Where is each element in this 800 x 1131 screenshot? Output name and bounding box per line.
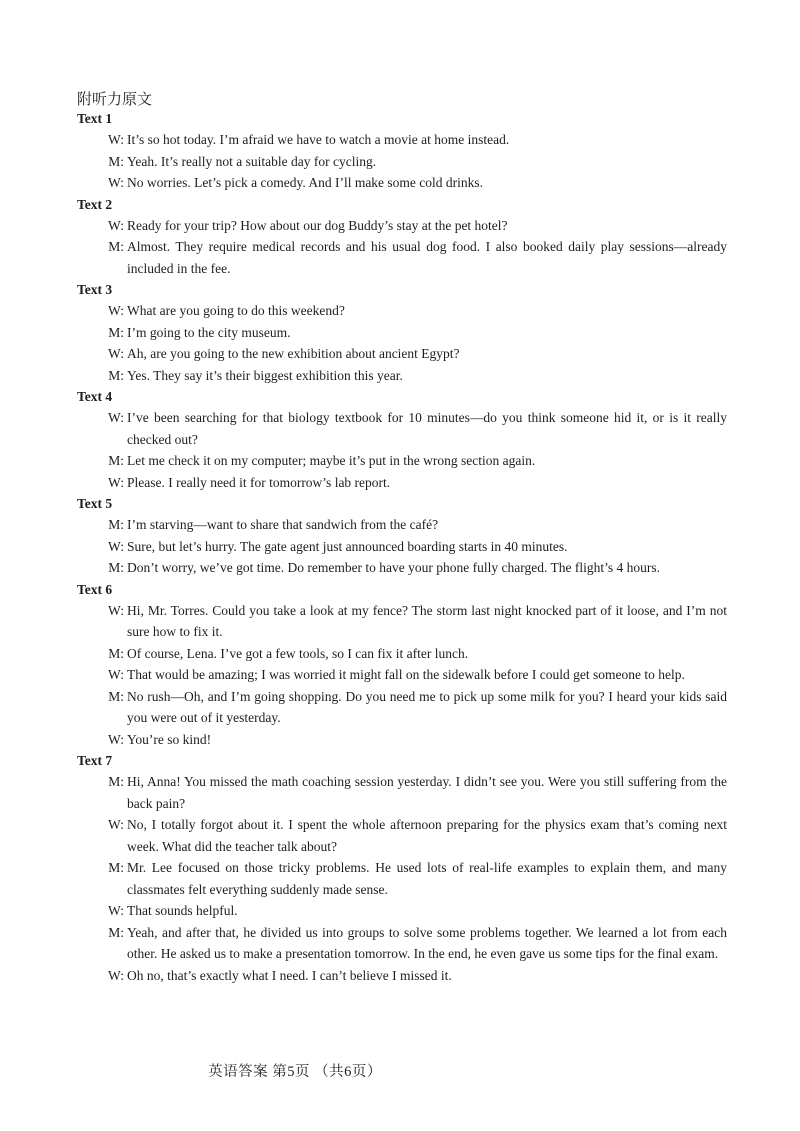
dialogue-line	[77, 151, 727, 173]
dialogue-line	[77, 514, 727, 536]
speaker-label: W:	[108, 903, 124, 918]
utterance-text: What are you going to do this weekend?	[127, 303, 345, 318]
speaker-label: W:	[108, 474, 124, 490]
speaker-label: W:	[108, 602, 124, 618]
utterance-text: I’m starving—want to share that sandwich from the café?	[127, 517, 439, 532]
section-title: Text 1	[77, 111, 113, 126]
utterance-text: Don’t worry, we’ve got time. Do remember to have your phone fully charged. The flight’s 4 hours.	[127, 560, 660, 575]
dialogue-line	[77, 172, 727, 194]
speaker-label: W:	[108, 346, 124, 361]
utterance-text: That would be amazing; I was worried it might fall on the sidewalk before I could get someone to help.	[127, 667, 685, 682]
dialogue-line	[77, 129, 727, 151]
text-section	[77, 108, 727, 194]
utterance-text: Ready for your trip? How about our dog Buddy’s stay at the pet hotel?	[127, 217, 508, 233]
utterance-text: Of course, Lena. I’ve got a few tools, so I can fix it after lunch.	[127, 645, 469, 661]
text-section	[77, 493, 727, 579]
dialogue-line	[77, 236, 727, 279]
dialogue-line	[77, 322, 727, 344]
utterance-text: Hi, Mr. Torres. Could you take a look at my fence? The storm last night knocked part of it loose, and I’m not sure how to fix it.	[127, 602, 727, 639]
utterance-text: Sure, but let’s hurry. The gate agent just announced boarding starts in 40 minutes.	[127, 538, 568, 554]
utterance-text: No worries. Let’s pick a comedy. And I’ll make some cold drinks.	[127, 175, 484, 190]
dialogue-line	[77, 450, 727, 472]
speaker-label: M:	[108, 774, 124, 789]
speaker-label: M:	[108, 517, 124, 532]
speaker-label: M:	[108, 239, 124, 254]
section-title: Text 4	[77, 389, 113, 404]
dialogue-line	[77, 922, 727, 965]
dialogue-line	[77, 300, 727, 322]
section-title: Text 6	[77, 581, 113, 597]
utterance-text: Mr. Lee focused on those tricky problems. He used lots of real-life examples to explain them, and many classmates felt everything suddenly made sense.	[127, 860, 727, 897]
utterance-text: It’s so hot today. I’m afraid we have to watch a movie at home instead.	[127, 132, 510, 147]
dialogue-line	[77, 472, 727, 494]
dialogue-line	[77, 686, 727, 729]
speaker-label: W:	[108, 967, 124, 983]
speaker-label: M:	[108, 645, 124, 661]
dialogue-line	[77, 407, 727, 450]
speaker-label: W:	[108, 132, 124, 147]
speaker-label: M:	[108, 453, 124, 468]
speaker-label: W:	[108, 817, 124, 832]
dialogue-line	[77, 600, 727, 643]
utterance-text: Almost. They require medical records and his usual dog food. I also booked daily play sessions—already included in the fee.	[127, 239, 727, 276]
utterance-text: That sounds helpful.	[127, 903, 238, 918]
utterance-text: I’ve been searching for that biology textbook for 10 minutes—do you think someone hid it, or is it really checked out?	[127, 410, 727, 447]
speaker-label: W:	[108, 667, 124, 682]
dialogue-line	[77, 729, 727, 751]
dialogue-line	[77, 365, 727, 387]
speaker-label: M:	[108, 560, 124, 575]
page-footer: 英语答案 第5页 （共6页）	[208, 1064, 382, 1080]
dialogue-line	[77, 814, 727, 857]
dialogue-line	[77, 664, 727, 686]
speaker-label: W:	[108, 731, 124, 747]
dialogue-line	[77, 900, 727, 922]
utterance-text: Yes. They say it’s their biggest exhibition this year.	[127, 367, 403, 383]
dialogue-line	[77, 215, 727, 237]
speaker-label: M:	[108, 324, 124, 340]
speaker-label: W:	[108, 217, 124, 233]
page-heading: 附听力原文	[77, 92, 153, 108]
utterance-text: Yeah. It’s really not a suitable day for cycling.	[127, 153, 377, 169]
speaker-label: M:	[108, 860, 124, 875]
dialogue-line	[77, 965, 727, 987]
dialogue-line	[77, 771, 727, 814]
section-title: Text 3	[77, 282, 113, 297]
transcript-body	[77, 108, 727, 986]
speaker-label: W:	[108, 538, 124, 554]
utterance-text: Ah, are you going to the new exhibition about ancient Egypt?	[127, 346, 460, 361]
utterance-text: No, I totally forgot about it. I spent the whole afternoon preparing for the physics exam that’s coming next week. What did the teacher talk about?	[127, 817, 727, 854]
dialogue-line	[77, 857, 727, 900]
dialogue-line	[77, 536, 727, 558]
section-title: Text 2	[77, 196, 113, 212]
dialogue-line	[77, 343, 727, 365]
utterance-text: Hi, Anna! You missed the math coaching session yesterday. I didn’t see you. Were you still suffering from the back pain?	[127, 774, 727, 811]
text-section	[77, 279, 727, 386]
utterance-text: You’re so kind!	[127, 731, 212, 747]
speaker-label: W:	[108, 410, 124, 425]
utterance-text: No rush—Oh, and I’m going shopping. Do you need me to pick up some milk for you? I heard your kids said you were out of it yesterday.	[127, 688, 727, 725]
text-section	[77, 579, 727, 751]
section-title: Text 5	[77, 496, 113, 511]
utterance-text: I’m going to the city museum.	[127, 324, 291, 340]
speaker-label: M:	[108, 688, 124, 704]
speaker-label: M:	[108, 924, 124, 940]
dialogue-line	[77, 643, 727, 665]
section-title: Text 7	[77, 753, 113, 768]
speaker-label: M:	[108, 367, 124, 383]
speaker-label: M:	[108, 153, 124, 169]
utterance-text: Yeah, and after that, he divided us into groups to solve some problems together. We learned a lot from each other. He asked us to make a presentation tomorrow. In the end, he even gave us some tips for the final exam.	[127, 924, 727, 961]
utterance-text: Oh no, that’s exactly what I need. I can’t believe I missed it.	[127, 967, 452, 983]
utterance-text: Let me check it on my computer; maybe it’s put in the wrong section again.	[127, 453, 536, 468]
dialogue-line	[77, 557, 727, 579]
speaker-label: W:	[108, 303, 124, 318]
text-section	[77, 750, 727, 986]
speaker-label: W:	[108, 175, 124, 190]
utterance-text: Please. I really need it for tomorrow’s lab report.	[127, 474, 391, 490]
text-section	[77, 386, 727, 493]
text-section	[77, 194, 727, 280]
